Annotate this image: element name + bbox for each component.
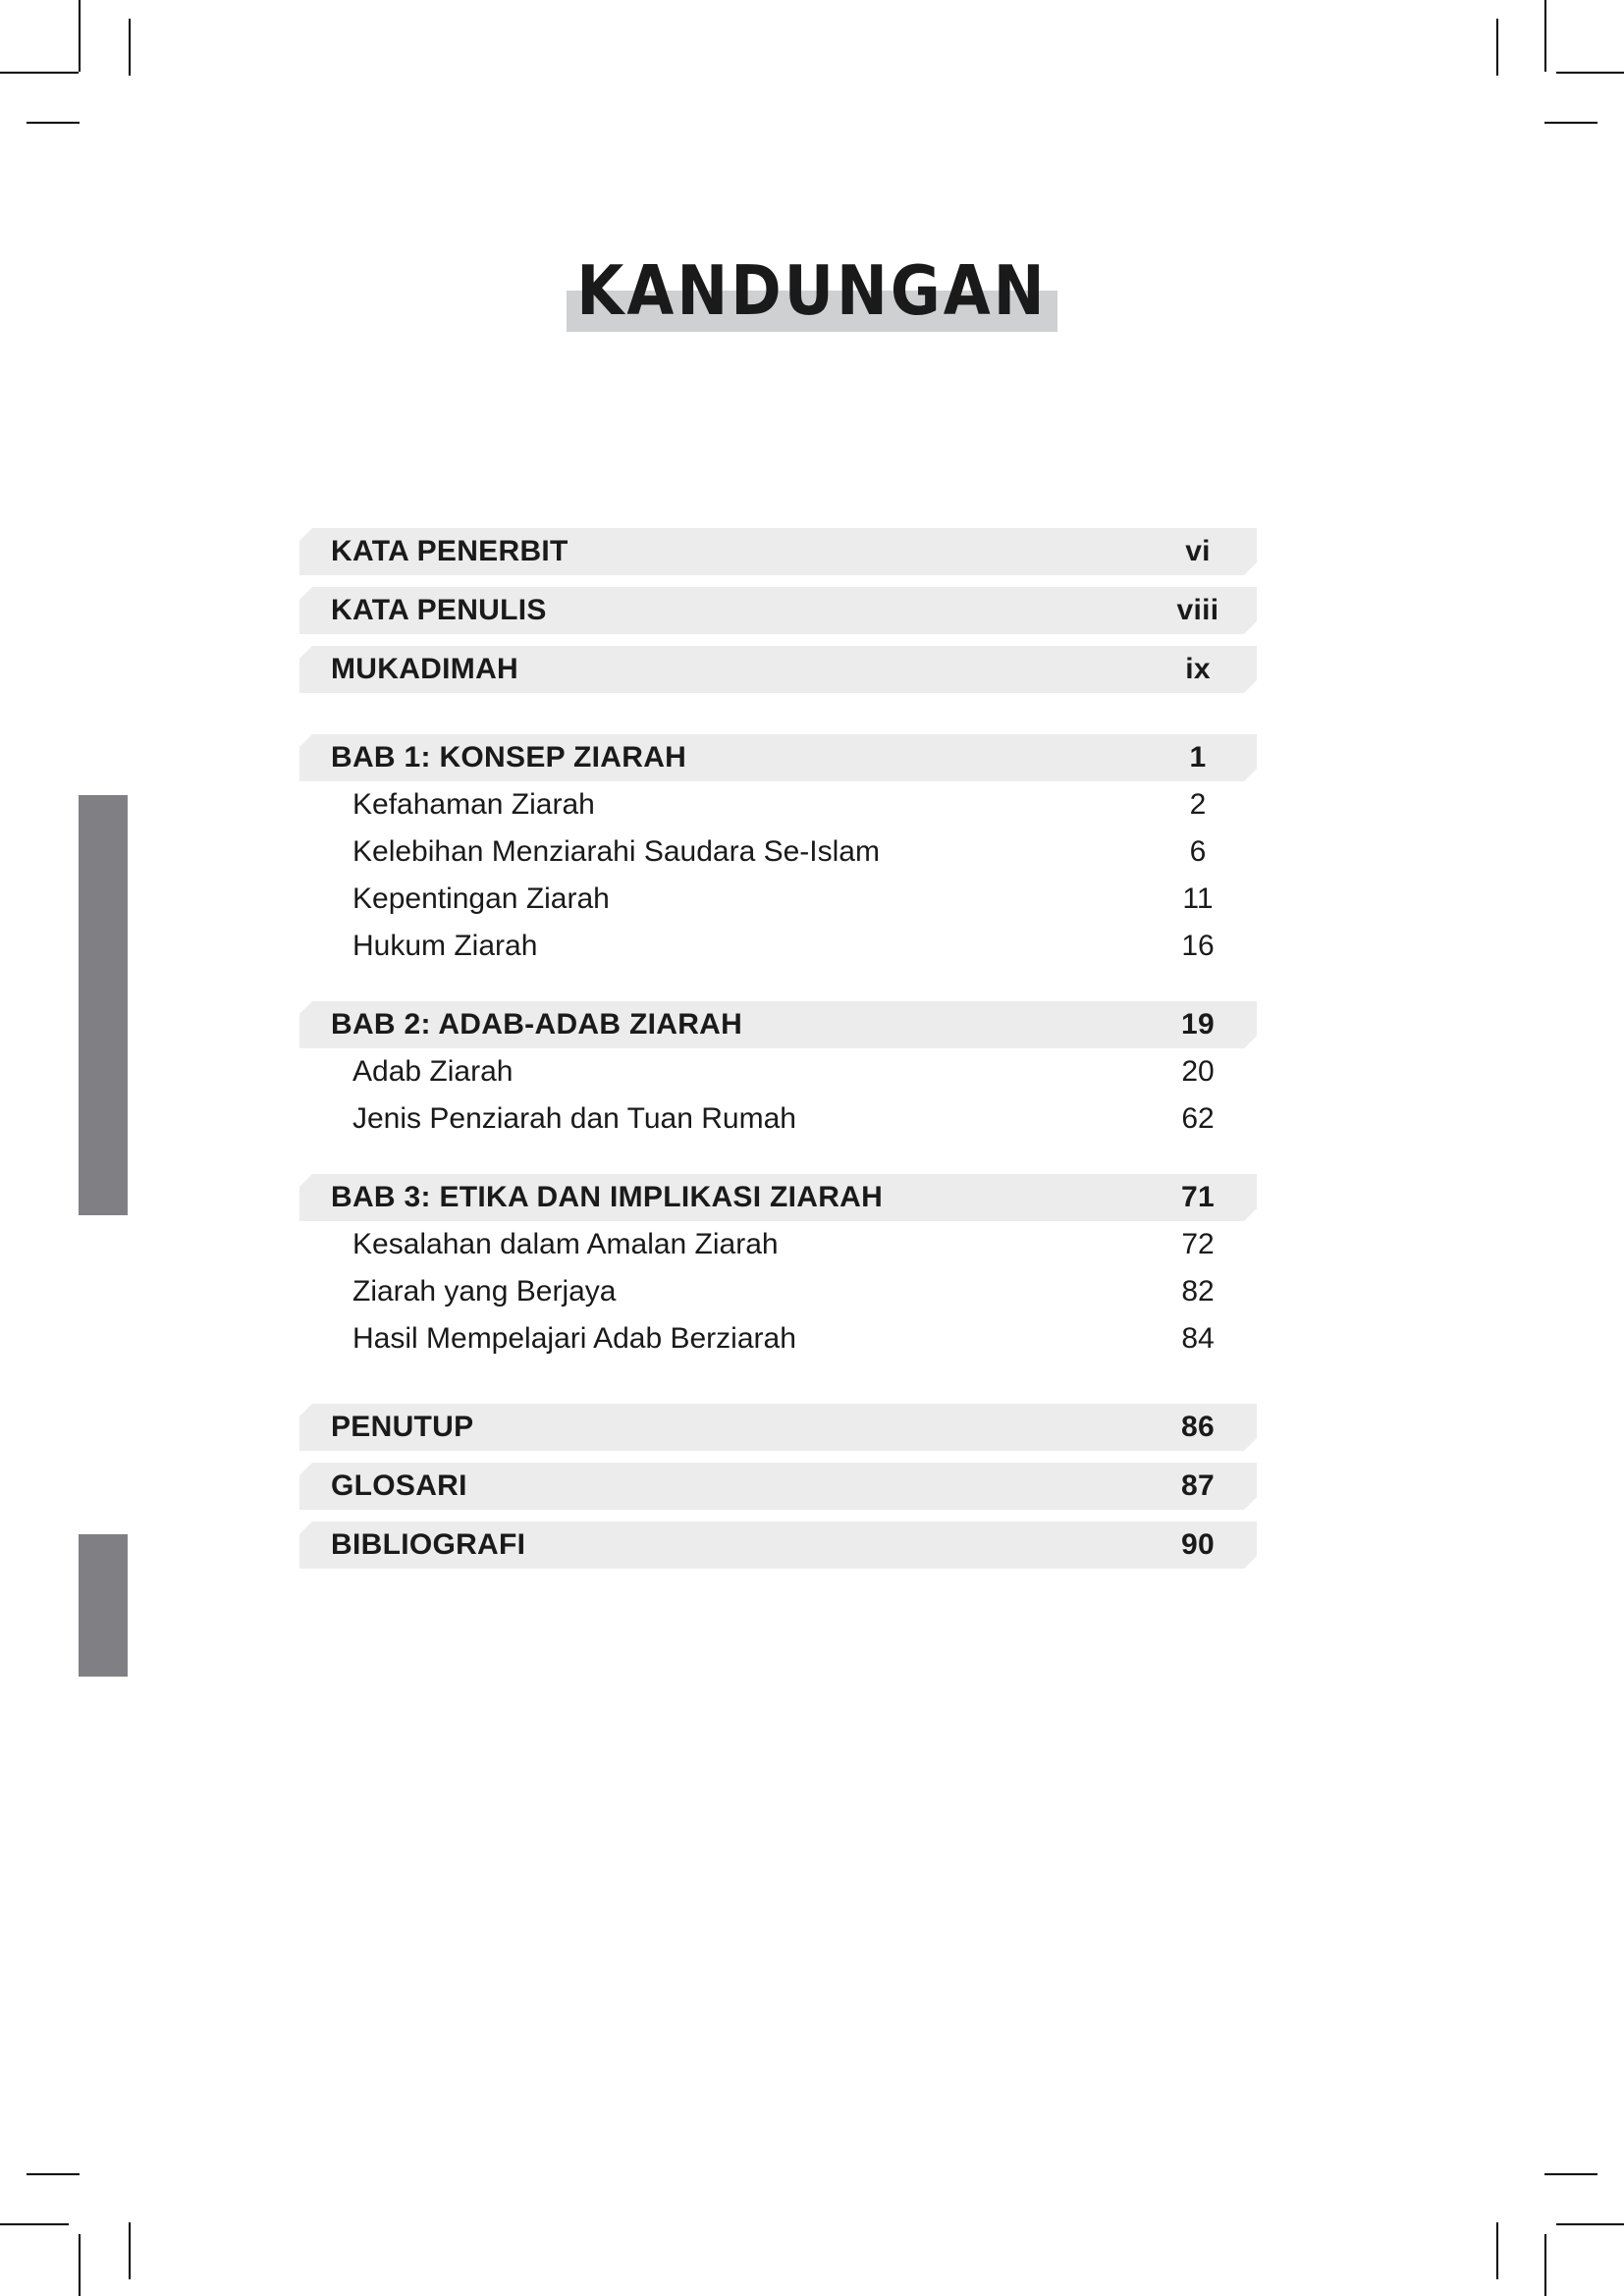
toc-chapter-page: 71 xyxy=(1181,1181,1215,1213)
toc-chapter-page: 19 xyxy=(1181,1008,1215,1041)
spacer xyxy=(299,575,1257,587)
toc-section-page: 82 xyxy=(1181,1275,1215,1308)
crop-mark-bottom-left-bleed-horizontal xyxy=(27,2173,80,2175)
toc-entry-label: KATA PENULIS xyxy=(331,594,547,626)
toc-chapter-label: BAB 1: KONSEP ZIARAH xyxy=(331,741,687,774)
toc-section-page: 11 xyxy=(1182,882,1214,915)
toc-entry-label: BIBLIOGRAFI xyxy=(331,1528,526,1561)
toc-section-kefahaman-ziarah[interactable] xyxy=(299,781,1257,828)
toc-entry-page: viii xyxy=(1176,594,1219,626)
crop-mark-bottom-left-bleed-vertical xyxy=(129,2222,131,2279)
crop-mark-bottom-right-horizontal xyxy=(1556,2223,1624,2225)
toc-section-page: 84 xyxy=(1181,1322,1215,1355)
toc-entry-bibliografi[interactable] xyxy=(299,1522,1257,1569)
table-of-contents xyxy=(299,528,1257,1569)
toc-section-kepentingan-ziarah[interactable] xyxy=(299,876,1257,923)
toc-section-page: 62 xyxy=(1181,1102,1215,1135)
crop-mark-top-left-bleed-horizontal xyxy=(27,122,80,124)
toc-entry-label: GLOSARI xyxy=(331,1469,467,1502)
toc-section-label: Ziarah yang Berjaya xyxy=(352,1275,617,1308)
spacer xyxy=(299,634,1257,646)
crop-mark-top-right-vertical xyxy=(1544,0,1546,72)
crop-mark-bottom-right-bleed-horizontal xyxy=(1544,2173,1597,2175)
toc-section-jenis-penziarah-dan-tuan-rumah[interactable] xyxy=(299,1095,1257,1143)
crop-mark-bottom-right-bleed-vertical xyxy=(1496,2222,1498,2279)
margin-accent-bar-upper xyxy=(79,795,128,1215)
toc-entry-label: KATA PENERBIT xyxy=(331,535,568,567)
toc-entry-mukadimah[interactable] xyxy=(299,646,1257,693)
crop-mark-top-right-horizontal xyxy=(1556,72,1624,74)
spacer xyxy=(299,1362,1257,1404)
crop-mark-top-left-bleed-vertical xyxy=(129,19,131,76)
toc-section-ziarah-yang-berjaya[interactable] xyxy=(299,1268,1257,1315)
spacer xyxy=(299,1143,1257,1174)
toc-entry-page: 90 xyxy=(1181,1528,1215,1561)
toc-chapter-bab-3[interactable] xyxy=(299,1174,1257,1221)
spacer xyxy=(299,970,1257,1001)
crop-mark-top-right-bleed-vertical xyxy=(1496,19,1498,76)
page-title-text: KANDUNGAN xyxy=(576,250,1048,332)
toc-chapter-label: BAB 3: ETIKA DAN IMPLIKASI ZIARAH xyxy=(331,1181,884,1213)
margin-accent-bar-lower xyxy=(79,1534,128,1677)
toc-chapter-label: BAB 2: ADAB-ADAB ZIARAH xyxy=(331,1008,743,1041)
toc-section-label: Kepentingan Ziarah xyxy=(352,882,610,915)
toc-entry-page: 86 xyxy=(1181,1411,1215,1443)
page-title xyxy=(0,250,1624,332)
toc-entry-penutup[interactable] xyxy=(299,1404,1257,1451)
toc-section-hasil-mempelajari-adab-berziarah[interactable] xyxy=(299,1315,1257,1362)
toc-section-label: Kesalahan dalam Amalan Ziarah xyxy=(352,1228,779,1260)
spacer xyxy=(299,693,1257,734)
crop-mark-bottom-left-vertical xyxy=(79,2234,81,2296)
toc-chapter-bab-1[interactable] xyxy=(299,734,1257,781)
spacer xyxy=(299,1451,1257,1463)
toc-entry-glosari[interactable] xyxy=(299,1463,1257,1510)
crop-mark-top-left-horizontal xyxy=(0,72,79,74)
toc-chapter-bab-2[interactable] xyxy=(299,1001,1257,1048)
toc-section-label: Hasil Mempelajari Adab Berziarah xyxy=(352,1322,796,1355)
crop-mark-bottom-left-horizontal xyxy=(0,2223,69,2225)
crop-mark-bottom-right-vertical xyxy=(1544,2234,1546,2296)
toc-chapter-page: 1 xyxy=(1189,741,1207,774)
toc-entry-label: MUKADIMAH xyxy=(331,653,519,685)
toc-section-label: Kelebihan Menziarahi Saudara Se-Islam xyxy=(352,835,880,868)
spacer xyxy=(299,1510,1257,1522)
toc-section-label: Adab Ziarah xyxy=(352,1055,514,1088)
crop-mark-top-right-bleed-horizontal xyxy=(1544,122,1597,124)
toc-section-kelebihan-menziarahi-saudara-se-islam[interactable] xyxy=(299,828,1257,876)
toc-section-page: 2 xyxy=(1189,788,1207,821)
toc-entry-kata-penerbit[interactable] xyxy=(299,528,1257,575)
toc-entry-page: vi xyxy=(1185,535,1211,567)
toc-section-label: Jenis Penziarah dan Tuan Rumah xyxy=(352,1102,796,1135)
toc-section-kesalahan-dalam-amalan-ziarah[interactable] xyxy=(299,1221,1257,1268)
toc-section-page: 20 xyxy=(1181,1055,1215,1088)
crop-mark-top-left-vertical xyxy=(79,0,81,72)
toc-section-page: 72 xyxy=(1181,1228,1215,1260)
toc-section-adab-ziarah[interactable] xyxy=(299,1048,1257,1095)
toc-entry-label: PENUTUP xyxy=(331,1411,474,1443)
toc-section-page: 16 xyxy=(1181,930,1215,962)
toc-entry-kata-penulis[interactable] xyxy=(299,587,1257,634)
toc-entry-page: 87 xyxy=(1181,1469,1215,1502)
toc-entry-page: ix xyxy=(1185,653,1211,685)
toc-section-hukum-ziarah[interactable] xyxy=(299,923,1257,970)
toc-section-label: Hukum Ziarah xyxy=(352,930,538,962)
toc-section-label: Kefahaman Ziarah xyxy=(352,788,595,821)
toc-section-page: 6 xyxy=(1189,835,1207,868)
